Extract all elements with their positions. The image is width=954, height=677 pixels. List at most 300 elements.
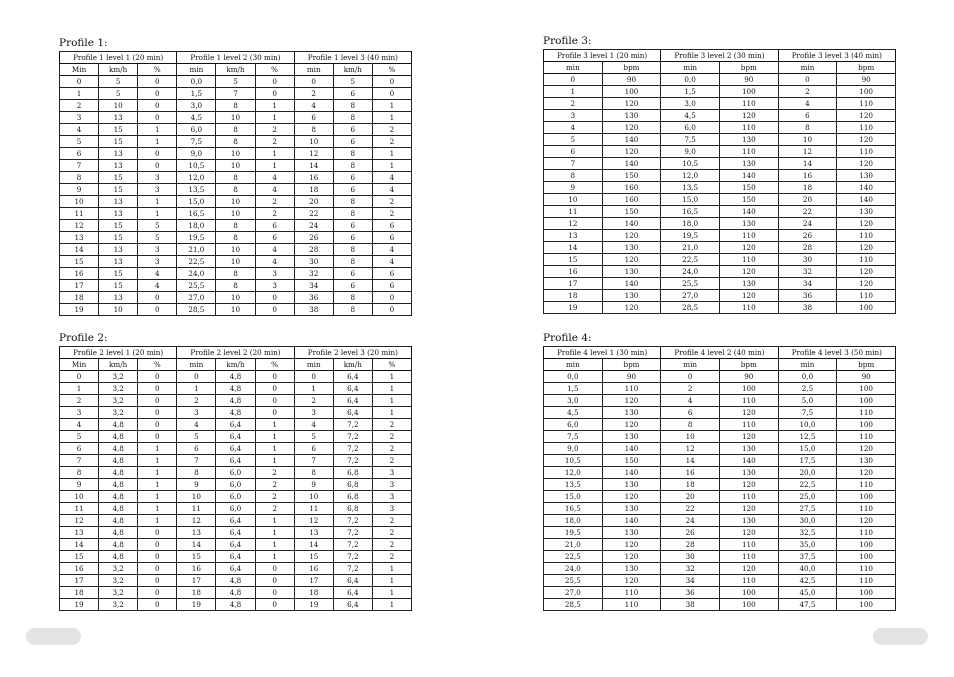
table-cell: 11 — [294, 503, 333, 515]
table-cell: 24,0 — [661, 266, 720, 278]
table-cell: 4,8 — [99, 455, 138, 467]
column-header-row — [544, 62, 896, 74]
table-cell: 4,8 — [99, 419, 138, 431]
table-cell: 90 — [602, 74, 661, 86]
table-cell: 1 — [372, 160, 411, 172]
table-cell: 3 — [255, 280, 294, 292]
table-cell: 0 — [372, 292, 411, 304]
table-cell: 140 — [719, 170, 778, 182]
table-cell: 16 — [177, 563, 216, 575]
table-cell: 17 — [60, 280, 99, 292]
table-cell: 1 — [372, 407, 411, 419]
table-row — [544, 170, 896, 182]
table-cell: 0 — [60, 76, 99, 88]
table-cell: 13 — [99, 148, 138, 160]
table-cell: 12 — [177, 515, 216, 527]
table-cell: 2 — [372, 527, 411, 539]
table-cell: 100 — [837, 302, 896, 314]
table-cell: 6,4 — [216, 563, 255, 575]
table-cell: 7,2 — [333, 563, 372, 575]
table-cell: 6,0 — [216, 491, 255, 503]
table-cell: 15 — [99, 172, 138, 184]
table-row — [544, 134, 896, 146]
table-cell: 22 — [294, 208, 333, 220]
table-cell: 6,0 — [177, 124, 216, 136]
table-cell: 2 — [255, 208, 294, 220]
table-row — [544, 230, 896, 242]
column-header: km/h — [333, 64, 372, 76]
column-header: km/h — [99, 64, 138, 76]
table-cell: 10 — [216, 112, 255, 124]
table-row — [60, 431, 412, 443]
table-cell: 14 — [294, 160, 333, 172]
table-cell: 4,8 — [99, 551, 138, 563]
table-cell: 0,0 — [177, 76, 216, 88]
table-row — [544, 551, 896, 563]
table-cell: 2 — [372, 455, 411, 467]
table-cell: 110 — [719, 491, 778, 503]
table-row — [544, 599, 896, 611]
table-cell: 22,5 — [778, 479, 837, 491]
table-cell: 0,0 — [544, 371, 603, 383]
table-cell: 40,0 — [778, 563, 837, 575]
table-cell: 38 — [294, 304, 333, 316]
table-cell: 2 — [372, 431, 411, 443]
table-cell: 6,4 — [333, 575, 372, 587]
table-cell: 18,0 — [177, 220, 216, 232]
table-cell: 110 — [837, 503, 896, 515]
table-cell: 130 — [837, 455, 896, 467]
table-cell: 110 — [837, 98, 896, 110]
table-cell: 8 — [544, 170, 603, 182]
table-cell: 2 — [372, 196, 411, 208]
table-cell: 0 — [255, 575, 294, 587]
table-cell: 6 — [333, 232, 372, 244]
table-cell: 4,5 — [177, 112, 216, 124]
table-cell: 120 — [837, 515, 896, 527]
table-cell: 110 — [719, 230, 778, 242]
table-cell: 4,5 — [544, 407, 603, 419]
table-cell: 3 — [60, 112, 99, 124]
table-cell: 1 — [255, 419, 294, 431]
table-cell: 27,5 — [778, 503, 837, 515]
table-row — [544, 491, 896, 503]
table-cell: 8 — [661, 419, 720, 431]
table-cell: 10 — [216, 148, 255, 160]
table-cell: 120 — [602, 254, 661, 266]
table-cell: 140 — [602, 158, 661, 170]
table-cell: 35,0 — [778, 539, 837, 551]
table-cell: 6,0 — [661, 122, 720, 134]
table-cell: 110 — [719, 98, 778, 110]
table-cell: 15,0 — [177, 196, 216, 208]
table-cell: 0 — [372, 304, 411, 316]
column-header: bpm — [719, 359, 778, 371]
table-cell: 32,5 — [778, 527, 837, 539]
table-row — [544, 467, 896, 479]
table-cell: 0,0 — [778, 371, 837, 383]
table-cell: 32 — [294, 268, 333, 280]
table-cell: 10 — [216, 160, 255, 172]
table-cell: 5 — [138, 232, 177, 244]
table-cell: 4,8 — [216, 383, 255, 395]
table-cell: 0 — [255, 304, 294, 316]
table-cell: 7,5 — [661, 134, 720, 146]
table-cell: 30,0 — [778, 515, 837, 527]
table-cell: 110 — [837, 146, 896, 158]
table-cell: 0 — [778, 74, 837, 86]
table-cell: 28,5 — [544, 599, 603, 611]
table-cell: 7 — [216, 88, 255, 100]
table-cell: 15 — [177, 551, 216, 563]
table-cell: 110 — [837, 122, 896, 134]
table-cell: 12 — [294, 148, 333, 160]
table-row — [60, 124, 412, 136]
table-row — [60, 503, 412, 515]
table-cell: 150 — [602, 206, 661, 218]
table-cell: 120 — [602, 395, 661, 407]
table-cell: 18,0 — [544, 515, 603, 527]
table-cell: 110 — [719, 395, 778, 407]
column-header: bpm — [719, 62, 778, 74]
table-cell: 130 — [719, 278, 778, 290]
table-cell: 6,4 — [216, 539, 255, 551]
table-cell: 120 — [837, 134, 896, 146]
level-header-row — [60, 52, 412, 64]
table-row — [60, 268, 412, 280]
table-row — [544, 290, 896, 302]
table-cell: 0 — [138, 100, 177, 112]
table-cell: 8 — [333, 208, 372, 220]
table-cell: 0 — [138, 76, 177, 88]
column-header: km/h — [216, 64, 255, 76]
table-cell: 2 — [372, 515, 411, 527]
level-header: Profile 4 level 2 (40 min) — [661, 347, 778, 359]
table-cell: 20 — [661, 491, 720, 503]
table-cell: 100 — [719, 86, 778, 98]
table-cell: 110 — [719, 146, 778, 158]
table-cell: 9 — [544, 182, 603, 194]
table-row — [60, 371, 412, 383]
profile-2-section — [59, 333, 412, 611]
table-cell: 6 — [294, 443, 333, 455]
table-cell: 7,2 — [333, 527, 372, 539]
table-cell: 47,5 — [778, 599, 837, 611]
column-header: min — [544, 62, 603, 74]
table-cell: 2 — [255, 503, 294, 515]
table-row — [60, 136, 412, 148]
table-cell: 10 — [544, 194, 603, 206]
table-cell: 18 — [60, 587, 99, 599]
table-cell: 1 — [138, 503, 177, 515]
table-cell: 15 — [99, 268, 138, 280]
table-cell: 13 — [99, 196, 138, 208]
table-cell: 1 — [255, 539, 294, 551]
table-cell: 13 — [177, 527, 216, 539]
table-row — [544, 158, 896, 170]
table-cell: 140 — [602, 134, 661, 146]
table-cell: 6 — [294, 112, 333, 124]
table-cell: 9 — [294, 479, 333, 491]
column-header: min — [294, 64, 333, 76]
table-cell: 5 — [216, 76, 255, 88]
table-cell: 120 — [602, 98, 661, 110]
table-row — [60, 407, 412, 419]
table-cell: 3 — [138, 244, 177, 256]
table-cell: 2 — [177, 395, 216, 407]
table-row — [60, 419, 412, 431]
level-header: Profile 4 level 3 (50 min) — [778, 347, 895, 359]
table-cell: 140 — [602, 515, 661, 527]
table-cell: 2 — [372, 136, 411, 148]
table-cell: 120 — [719, 266, 778, 278]
table-cell: 6,4 — [216, 443, 255, 455]
table-cell: 1 — [138, 491, 177, 503]
table-cell: 100 — [837, 383, 896, 395]
table-cell: 0 — [138, 539, 177, 551]
table-cell: 15 — [99, 220, 138, 232]
table-cell: 6,0 — [216, 503, 255, 515]
table-cell: 6,8 — [333, 503, 372, 515]
table-cell: 34 — [294, 280, 333, 292]
table-cell: 120 — [719, 110, 778, 122]
table-cell: 36 — [661, 587, 720, 599]
table-cell: 13 — [544, 230, 603, 242]
table-cell: 3,2 — [99, 371, 138, 383]
table-cell: 8 — [294, 124, 333, 136]
table-cell: 7 — [177, 455, 216, 467]
table-cell: 4 — [372, 184, 411, 196]
table-cell: 6 — [372, 268, 411, 280]
table-cell: 8 — [333, 244, 372, 256]
table-cell: 0 — [138, 88, 177, 100]
table-cell: 100 — [837, 599, 896, 611]
table-cell: 2,5 — [778, 383, 837, 395]
table-cell: 1 — [372, 395, 411, 407]
table-cell: 18 — [60, 292, 99, 304]
table-cell: 22 — [661, 503, 720, 515]
table-cell: 7 — [544, 158, 603, 170]
table-cell: 6 — [60, 148, 99, 160]
table-cell: 120 — [719, 527, 778, 539]
table-cell: 6,8 — [333, 467, 372, 479]
table-cell: 120 — [837, 266, 896, 278]
table-row — [60, 196, 412, 208]
table-cell: 4,8 — [216, 407, 255, 419]
column-header: km/h — [333, 359, 372, 371]
table-cell: 110 — [719, 551, 778, 563]
table-cell: 1 — [255, 527, 294, 539]
table-cell: 17 — [544, 278, 603, 290]
column-header: % — [372, 64, 411, 76]
table-cell: 10 — [294, 136, 333, 148]
table-cell: 110 — [602, 383, 661, 395]
table-cell: 130 — [602, 563, 661, 575]
column-header: km/h — [99, 359, 138, 371]
table-cell: 13 — [99, 160, 138, 172]
table-cell: 0 — [372, 76, 411, 88]
table-cell: 34 — [661, 575, 720, 587]
table-cell: 10 — [661, 431, 720, 443]
table-cell: 6 — [333, 220, 372, 232]
table-cell: 8 — [216, 232, 255, 244]
table-cell: 150 — [602, 455, 661, 467]
table-cell: 130 — [602, 527, 661, 539]
table-cell: 11 — [60, 208, 99, 220]
table-cell: 22,5 — [544, 551, 603, 563]
table-cell: 4 — [661, 395, 720, 407]
table-cell: 26 — [778, 230, 837, 242]
table-cell: 2 — [255, 491, 294, 503]
table-cell: 3,0 — [177, 100, 216, 112]
table-cell: 6,4 — [216, 455, 255, 467]
table-cell: 7 — [60, 160, 99, 172]
table-cell: 1 — [255, 112, 294, 124]
table-cell: 5 — [138, 220, 177, 232]
table-row — [60, 383, 412, 395]
table-cell: 0 — [661, 371, 720, 383]
table-cell: 0 — [138, 304, 177, 316]
table-cell: 15 — [99, 232, 138, 244]
profile-4-table — [543, 346, 896, 611]
table-cell: 17 — [177, 575, 216, 587]
table-cell: 4 — [255, 172, 294, 184]
table-cell: 6,4 — [333, 371, 372, 383]
table-cell: 4 — [778, 98, 837, 110]
table-cell: 4 — [255, 256, 294, 268]
table-cell: 6 — [544, 146, 603, 158]
table-cell: 0 — [255, 371, 294, 383]
table-row — [60, 395, 412, 407]
table-cell: 1 — [138, 196, 177, 208]
profile-title: Profile 2: — [59, 332, 108, 344]
table-cell: 15 — [60, 551, 99, 563]
table-cell: 24,0 — [177, 268, 216, 280]
table-cell: 3,2 — [99, 563, 138, 575]
table-cell: 14 — [661, 455, 720, 467]
table-cell: 10 — [778, 134, 837, 146]
table-cell: 15 — [99, 124, 138, 136]
table-cell: 30 — [661, 551, 720, 563]
table-cell: 0 — [138, 371, 177, 383]
column-header: % — [138, 64, 177, 76]
table-row — [544, 587, 896, 599]
table-row — [60, 563, 412, 575]
table-cell: 1 — [294, 383, 333, 395]
table-cell: 6,8 — [333, 479, 372, 491]
table-cell: 12 — [60, 515, 99, 527]
table-cell: 2 — [255, 467, 294, 479]
column-header: km/h — [216, 359, 255, 371]
table-cell: 5 — [60, 136, 99, 148]
table-cell: 6,4 — [216, 419, 255, 431]
table-cell: 4 — [294, 100, 333, 112]
table-cell: 19 — [544, 302, 603, 314]
table-cell: 120 — [602, 302, 661, 314]
table-cell: 3,2 — [99, 383, 138, 395]
table-cell: 10 — [216, 304, 255, 316]
table-cell: 12,0 — [177, 172, 216, 184]
table-cell: 0 — [255, 587, 294, 599]
table-cell: 0 — [177, 371, 216, 383]
column-header: min — [544, 359, 603, 371]
table-cell: 120 — [602, 230, 661, 242]
table-cell: 1 — [255, 100, 294, 112]
table-cell: 16,5 — [177, 208, 216, 220]
table-cell: 130 — [602, 266, 661, 278]
table-cell: 0 — [138, 160, 177, 172]
table-cell: 5 — [544, 134, 603, 146]
table-cell: 1 — [255, 551, 294, 563]
table-cell: 110 — [719, 302, 778, 314]
table-cell: 12 — [544, 218, 603, 230]
level-header: Profile 1 level 2 (30 min) — [177, 52, 294, 64]
table-cell: 3 — [294, 407, 333, 419]
table-row — [544, 479, 896, 491]
table-cell: 6 — [333, 88, 372, 100]
level-header: Profile 4 level 1 (30 min) — [544, 347, 661, 359]
table-cell: 1 — [372, 100, 411, 112]
table-cell: 0 — [60, 371, 99, 383]
table-row — [60, 160, 412, 172]
table-cell: 4 — [60, 419, 99, 431]
table-cell: 36 — [778, 290, 837, 302]
table-row — [60, 467, 412, 479]
table-cell: 28 — [661, 539, 720, 551]
table-cell: 10 — [60, 491, 99, 503]
table-cell: 17 — [60, 575, 99, 587]
table-cell: 6 — [333, 124, 372, 136]
table-cell: 1 — [255, 443, 294, 455]
table-cell: 8 — [216, 268, 255, 280]
table-cell: 100 — [719, 587, 778, 599]
table-cell: 30 — [294, 256, 333, 268]
level-header: Profile 2 level 2 (20 min) — [177, 347, 294, 359]
table-cell: 6,4 — [333, 395, 372, 407]
table-row — [544, 122, 896, 134]
table-cell: 4,8 — [99, 467, 138, 479]
table-row — [60, 184, 412, 196]
table-cell: 12 — [294, 515, 333, 527]
table-cell: 6 — [333, 136, 372, 148]
table-row — [60, 244, 412, 256]
table-cell: 6 — [333, 280, 372, 292]
table-row — [544, 254, 896, 266]
table-cell: 2 — [255, 136, 294, 148]
table-cell: 10 — [177, 491, 216, 503]
table-cell: 16 — [661, 467, 720, 479]
table-cell: 16 — [60, 563, 99, 575]
table-cell: 14 — [177, 539, 216, 551]
table-cell: 12,0 — [544, 467, 603, 479]
table-cell: 3,2 — [99, 407, 138, 419]
table-cell: 6 — [333, 268, 372, 280]
table-cell: 2 — [294, 395, 333, 407]
table-cell: 13 — [99, 244, 138, 256]
table-cell: 8 — [216, 172, 255, 184]
table-cell: 18 — [294, 587, 333, 599]
column-header: bpm — [837, 359, 896, 371]
table-cell: 0 — [138, 383, 177, 395]
table-cell: 3 — [255, 268, 294, 280]
table-cell: 0 — [138, 575, 177, 587]
table-row — [60, 539, 412, 551]
table-row — [544, 182, 896, 194]
table-cell: 6 — [177, 443, 216, 455]
table-cell: 32 — [778, 266, 837, 278]
table-cell: 1 — [138, 455, 177, 467]
table-row — [60, 172, 412, 184]
